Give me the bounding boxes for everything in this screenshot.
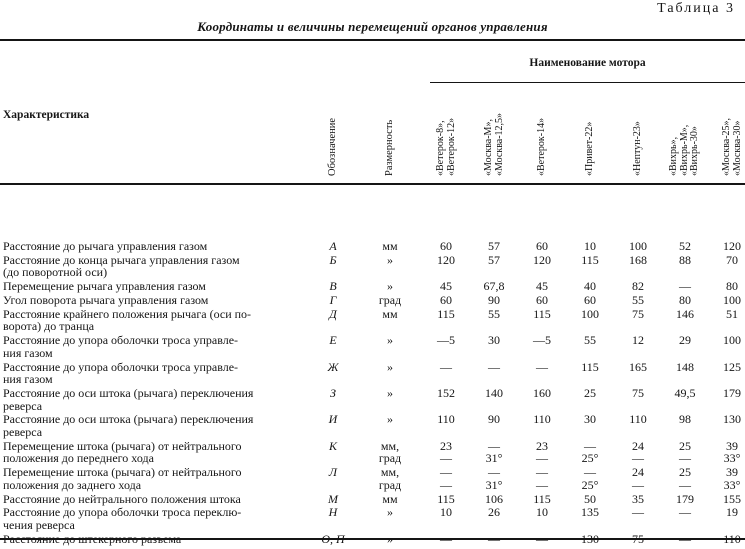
row-symbol: З (330, 386, 336, 400)
motor-name-line: «Привет-22» (583, 121, 595, 176)
row-value: 51 (726, 306, 738, 321)
row-value: 90 (488, 293, 500, 307)
row-value: 100 (629, 239, 647, 253)
row-value: — (679, 279, 691, 294)
row-value: 120 (533, 252, 551, 267)
row-unit: » (387, 333, 393, 348)
row-value: 39 33° (723, 465, 741, 492)
row-value: 57 (488, 239, 500, 253)
row-value: 120 (437, 252, 455, 267)
row-value: — (440, 359, 452, 374)
row-value: 25 — (679, 465, 691, 492)
row-label: Перемещение штока (рычага) от нейтрального положения до переднего хода (3, 438, 242, 466)
row-value: 130 (723, 412, 741, 427)
row-value: 60 (584, 293, 596, 307)
row-value: —5 (533, 333, 551, 348)
motor-header-7 (722, 118, 743, 176)
row-value: 106 (485, 491, 503, 506)
row-label: Расстояние крайнего положения рычага (оси по- ворота) до транца (3, 306, 252, 334)
row-value: 45 (440, 279, 452, 294)
row-value: 179 (723, 386, 741, 400)
row-value: 160 (533, 386, 551, 400)
row-symbol: Ж (327, 359, 339, 374)
row-value: 60 (440, 239, 452, 253)
row-value: 115 (581, 252, 599, 267)
row-symbol: К (329, 438, 337, 453)
row-value: — (440, 531, 452, 546)
row-value: 52 (679, 239, 691, 253)
motor-name-line: «Москва-12,5» (493, 112, 504, 176)
row-value: 45 (536, 279, 548, 294)
row-value: 75 (632, 531, 644, 546)
row-symbol: Л (328, 465, 338, 480)
row-value: 179 (676, 491, 694, 506)
row-value: 23 — (440, 438, 452, 466)
characteristic-header: Характеристика (3, 109, 90, 121)
row-value: 75 (632, 306, 644, 321)
row-symbol: Е (329, 333, 337, 348)
row-value: 57 (488, 252, 500, 267)
row-value: 75 (632, 386, 644, 400)
row-value: 29 (679, 333, 691, 348)
row-value: 110 (437, 412, 455, 427)
row-unit: мм, град (378, 465, 402, 492)
row-value: 60 (440, 293, 452, 307)
row-label: Угол поворота рычага управления газом (3, 293, 209, 307)
row-symbol: О, П (321, 531, 345, 546)
table-caption: Координаты и величины перемещений органов управления (197, 19, 548, 34)
row-value: 30 (488, 333, 500, 348)
row-value: — (488, 359, 500, 374)
row-value: — (679, 531, 691, 546)
row-value: 24 — (632, 438, 644, 466)
motor-name-line: «Вихрь-30» (689, 126, 701, 176)
row-value: — (536, 531, 548, 546)
row-value: 120 (723, 239, 741, 253)
row-value: 155 (723, 491, 741, 506)
row-value: 115 (437, 306, 455, 321)
row-value: — (536, 359, 548, 374)
row-symbol: Г (329, 293, 337, 307)
row-value: 49,5 (674, 386, 696, 400)
row-symbol: И (328, 412, 338, 427)
row-value: 80 (679, 293, 691, 307)
motor-header-3 (537, 118, 548, 176)
row-value: 55 (632, 293, 644, 307)
row-symbol: А (329, 239, 337, 253)
row-unit: » (387, 505, 393, 520)
motor-name-line: «Вихрь», (668, 136, 680, 176)
row-value: 23 — (536, 438, 548, 466)
row-value: 88 (679, 252, 691, 267)
row-value: 60 (536, 239, 548, 253)
designation-header: Обозначение (327, 117, 338, 176)
table-number: Таблица 3 (657, 1, 735, 16)
row-unit: мм, град (378, 438, 402, 466)
row-label: Расстояние до нейтрального положения штока (3, 491, 241, 506)
row-unit: » (387, 386, 393, 400)
row-value: 110 (533, 412, 551, 427)
motor-name-line: «Москва-30» (731, 120, 742, 176)
row-value: 90 (488, 412, 500, 427)
row-value: — (679, 505, 691, 520)
row-value: 115 (533, 306, 551, 321)
motor-header-1 (436, 118, 457, 176)
motor-header-4 (585, 122, 596, 176)
row-value: 115 (581, 359, 599, 374)
row-label: Расстояние до упора оболочки троса управле- ния газом (3, 333, 239, 360)
motor-group-rule (430, 82, 745, 83)
row-value: 50 (584, 491, 596, 506)
motor-header-5 (633, 121, 644, 176)
row-value: — 25° (581, 438, 599, 466)
row-value: 110 (629, 412, 647, 427)
row-value: 24 — (632, 465, 644, 492)
row-value: — — (536, 465, 548, 492)
row-value: — 25° (581, 465, 599, 492)
row-value: 35 (632, 491, 644, 506)
motor-name-line: «Вихрь-М», (678, 124, 690, 176)
row-value: 26 (488, 505, 500, 520)
row-label: Расстояние до упора оболочки троса управле- ния газом (3, 359, 239, 387)
row-value: 67,8 (483, 279, 505, 294)
row-value: — 31° (485, 438, 503, 466)
motor-name-line: «Ветерок-12» (445, 117, 456, 176)
row-value: 55 (488, 306, 500, 321)
row-value: 115 (533, 491, 551, 506)
row-value: 70 (726, 252, 738, 267)
motor-group-header: Наименование мотора (529, 57, 646, 69)
row-value: 30 (584, 412, 596, 427)
row-value: — 31° (485, 465, 503, 492)
motor-header-6 (669, 125, 701, 176)
row-value: 110 (723, 531, 741, 546)
row-unit: » (387, 279, 393, 294)
row-value: 146 (676, 306, 694, 321)
row-value: 10 (584, 239, 596, 253)
row-unit: » (387, 359, 393, 374)
dimension-header: Размерность (384, 119, 395, 176)
row-value: 148 (676, 359, 694, 374)
row-unit: » (387, 252, 393, 267)
row-value: 12 (632, 333, 644, 348)
row-value: — (488, 531, 500, 546)
row-value: 10 (536, 505, 548, 520)
row-label: Расстояние до упора оболочки троса переклю- чения реверса (3, 505, 242, 532)
row-value: 100 (723, 293, 741, 307)
top-rule (0, 39, 745, 41)
row-unit: » (387, 412, 393, 427)
motor-header-2 (484, 113, 505, 176)
row-label: Расстояние до рычага управления газом (3, 239, 208, 253)
row-unit: град (378, 293, 402, 307)
row-value: 55 (584, 333, 596, 348)
row-value: 140 (485, 386, 503, 400)
motor-name-line: «Ветерок-14» (535, 117, 547, 176)
row-value: — (632, 505, 644, 520)
row-value: 115 (437, 491, 455, 506)
row-value: 98 (679, 412, 691, 427)
row-value: —5 (437, 333, 455, 348)
row-symbol: М (328, 491, 338, 506)
row-unit: мм (382, 306, 398, 321)
motor-name-line: «Ветерок-8», (434, 120, 446, 176)
row-unit: мм (382, 491, 398, 506)
row-unit: мм (382, 239, 398, 253)
row-value: 130 (581, 531, 599, 546)
row-symbol: В (329, 279, 337, 294)
row-unit: » (387, 531, 393, 546)
row-value: 100 (581, 306, 599, 321)
row-value: 135 (581, 505, 599, 520)
row-value: 80 (726, 279, 738, 294)
row-label: Перемещение штока (рычага) от нейтрального положения до заднего хода (3, 465, 242, 492)
row-value: 125 (723, 359, 741, 374)
header-bottom-rule (0, 183, 745, 185)
row-value: 100 (723, 333, 741, 348)
motor-name-line: «Нептун-23» (631, 121, 643, 176)
row-label: Расстояние до конца рычага управления газом (до поворотной оси) (3, 252, 240, 280)
row-value: 25 (584, 386, 596, 400)
row-value: 25 — (679, 438, 691, 466)
row-value: 10 (440, 505, 452, 520)
row-value: 19 (726, 505, 738, 520)
row-value: 168 (629, 252, 647, 267)
row-value: 40 (584, 279, 596, 294)
row-label: Расстояние до оси штока (рычага) переключения реверса (3, 412, 254, 439)
row-value: 152 (437, 386, 455, 400)
row-label: Расстояние до оси штока (рычага) переключения реверса (3, 386, 254, 413)
row-value: — — (440, 465, 452, 492)
row-label: Перемещение рычага управления газом (3, 279, 206, 294)
row-value: 39 33° (723, 438, 741, 466)
row-value: 82 (632, 279, 644, 294)
row-symbol: Н (328, 505, 338, 520)
row-value: 165 (629, 359, 647, 374)
row-symbol: Б (329, 252, 337, 267)
motor-name-line: «Москва-М», (482, 119, 494, 176)
motor-name-line: «Москва-25», (720, 117, 732, 176)
row-symbol: Д (329, 306, 337, 321)
row-value: 60 (536, 293, 548, 307)
row-label: Расстояние до штекерного разъема (3, 531, 182, 546)
